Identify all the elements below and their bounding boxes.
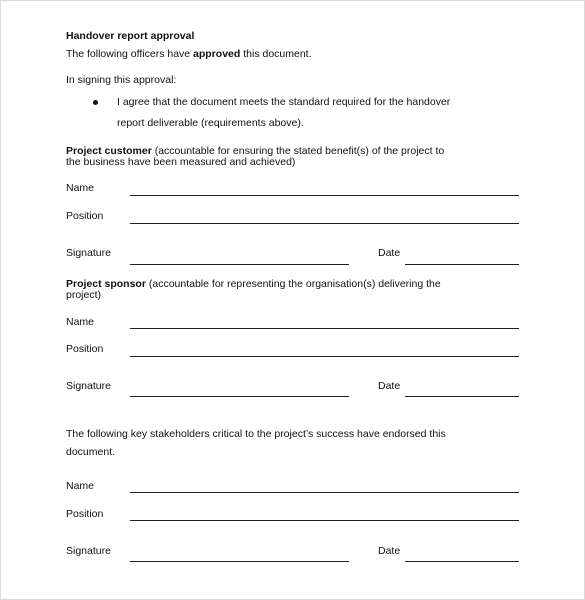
customer-signature-label: Signature [66,247,111,259]
stakeholder-name-label: Name [66,480,95,492]
stakeholder-position-line[interactable] [130,520,519,521]
sponsor-date-label: Date [378,380,401,392]
customer-date-label: Date [378,247,401,259]
sponsor-signature-label: Signature [66,380,111,392]
stakeholder-date-label: Date [378,545,401,557]
approved-bold: approved [193,48,241,60]
stakeholders-description-line2: document. [66,446,116,458]
customer-position-line[interactable] [130,223,519,224]
sponsor-signature-line[interactable] [130,396,349,397]
bullet-icon [93,100,98,105]
approved-statement-text: The following officers have [66,48,194,60]
stakeholder-position-label: Position [66,508,104,520]
customer-name-line[interactable] [130,195,519,196]
signing-intro: In signing this approval: [66,74,177,86]
sponsor-position-line[interactable] [130,356,519,357]
sponsor-description-line1: (accountable for representing the organisation(s) delivering the [145,278,441,290]
stakeholder-date-line[interactable] [405,561,519,562]
sponsor-name-line[interactable] [130,328,519,329]
customer-date-line[interactable] [405,264,519,265]
sponsor-description-line2: project) [66,289,102,301]
bullet-text-line1: I agree that the document meets the standard required for the handover [117,96,451,108]
customer-description-line1: (accountable for ensuring the stated benefit(s) of the project to [151,145,445,157]
sponsor-heading-label: Project sponsor [66,278,146,290]
approved-statement-end: this document. [240,48,312,60]
bullet-text-line2: report deliverable (requirements above). [117,117,304,129]
customer-signature-line[interactable] [130,264,349,265]
sponsor-heading [66,278,441,291]
stakeholder-signature-line[interactable] [130,561,349,562]
sponsor-name-label: Name [66,316,95,328]
approved-statement [66,48,312,61]
sponsor-date-line[interactable] [405,396,519,397]
customer-heading-label: Project customer [66,145,152,157]
stakeholder-name-line[interactable] [130,492,519,493]
document-title: Handover report approval [66,30,195,42]
sponsor-position-label: Position [66,343,104,355]
stakeholder-signature-label: Signature [66,545,111,557]
customer-position-label: Position [66,210,104,222]
customer-name-label: Name [66,182,95,194]
customer-description-line2: the business have been measured and achieved) [66,156,296,168]
stakeholders-description-line1: The following key stakeholders critical to the project’s success have endorsed this [66,428,446,440]
